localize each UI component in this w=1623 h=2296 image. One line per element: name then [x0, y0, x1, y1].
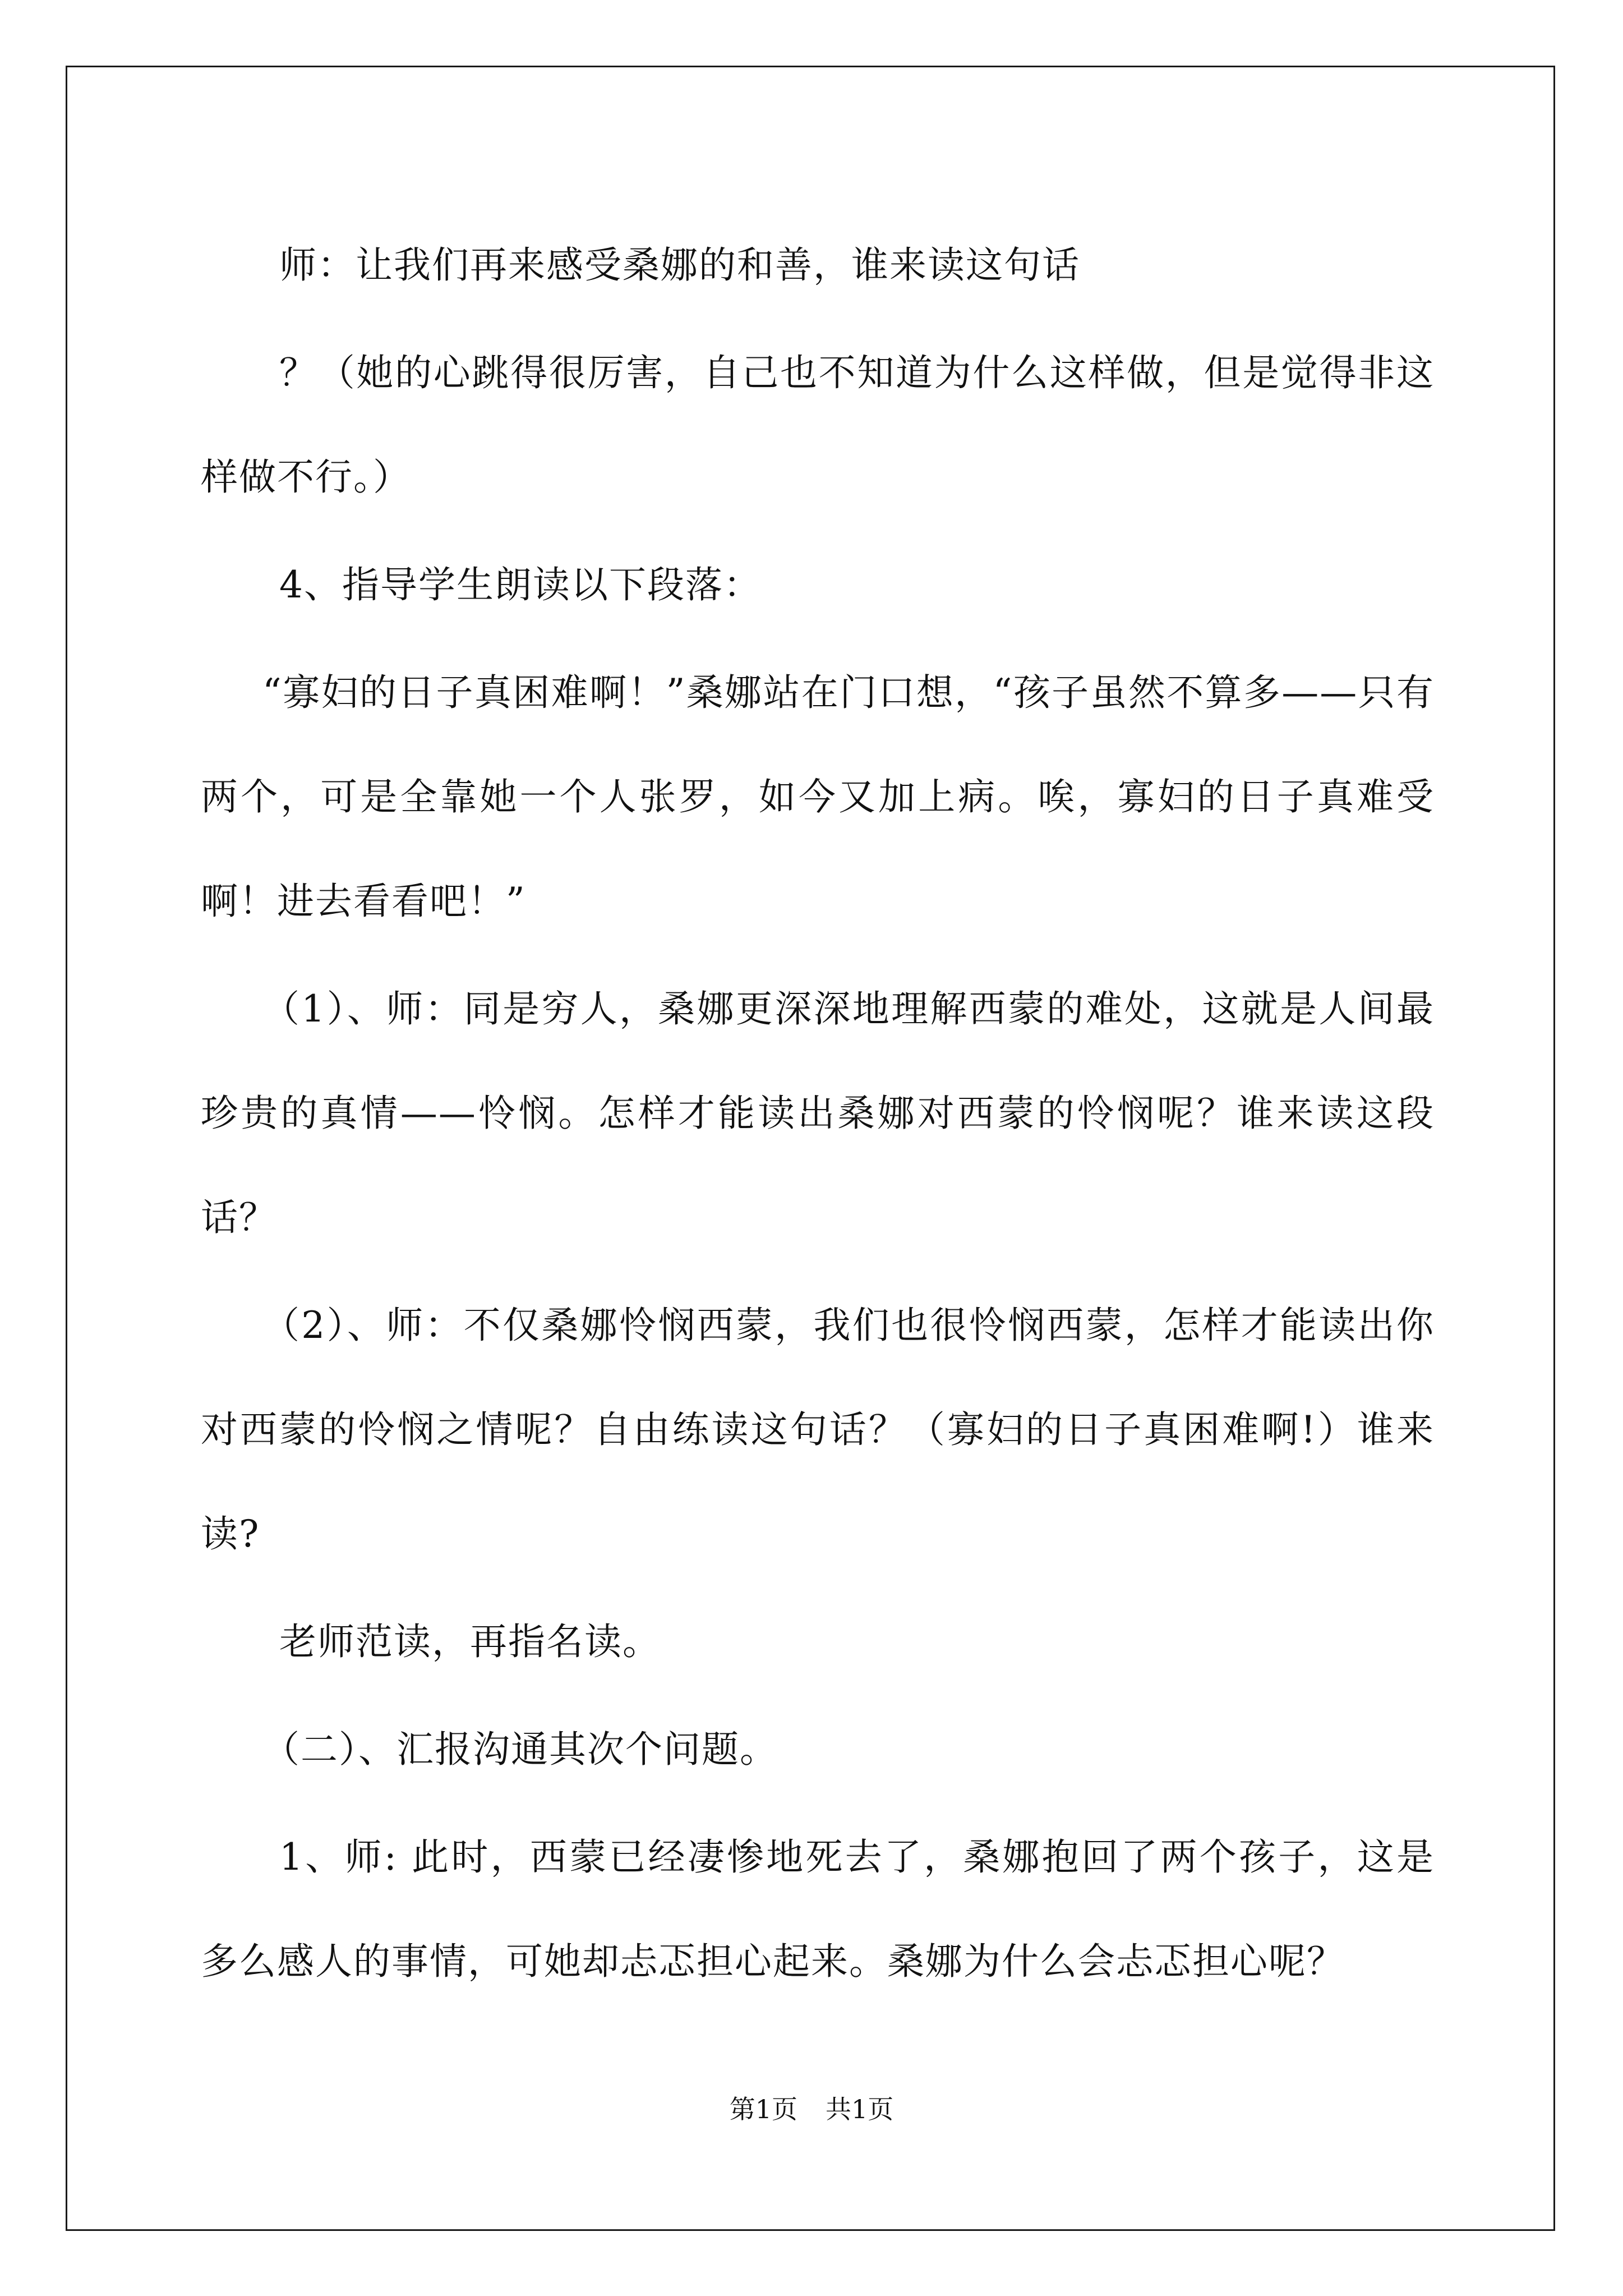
page-footer [0, 2092, 1623, 2126]
paragraph-7: 老师范读，再指名读。 [279, 1620, 661, 1663]
paragraph-3: 4、指导学生朗读以下段落： [279, 563, 762, 606]
paragraph-9: 1、师: 此时，西蒙已经凄惨地死去了，桑娜抱回了两个孩子，这是多么感人的事情，可她却忐忑担心起来。桑娜为什么会忐忑担心呢？ [201, 1835, 1435, 1983]
paragraph-5: （1）、师：同是穷人，桑娜更深深地理解西蒙的难处，这就是人间最珍贵的真情——怜悯。怎样才能读出桑娜对西蒙的怜悯呢？谁来读这段话？ [201, 987, 1435, 1239]
page-number: 第1页 [729, 2094, 797, 2124]
paragraph-8: （二）、汇报沟通其次个问题。 [262, 1728, 778, 1771]
paragraph-6: （2）、师：不仅桑娜怜悯西蒙，我们也很怜悯西蒙，怎样才能读出你对西蒙的怜悯之情呢？自由练读这句话？（寡妇的日子真困难啊!）谁来读? [201, 1304, 1435, 1556]
page-total: 共1页 [826, 2094, 894, 2124]
paragraph-4: “寡妇的日子真困难啊！”桑娜站在门口想，“孩子虽然不算多——只有两个，可是全靠她一个人张罗，如今又加上病。唉，寡妇的日子真难受啊！进去看看吧！” [201, 671, 1435, 923]
paragraph-2: ？（她的心跳得很厉害，自己也不知道为什么这样做，但是觉得非这样做不行。） [201, 351, 1435, 499]
paragraph-1: 师：让我们再来感受桑娜的和善，谁来读这句话 [279, 243, 1080, 287]
document-body [201, 213, 1435, 2017]
